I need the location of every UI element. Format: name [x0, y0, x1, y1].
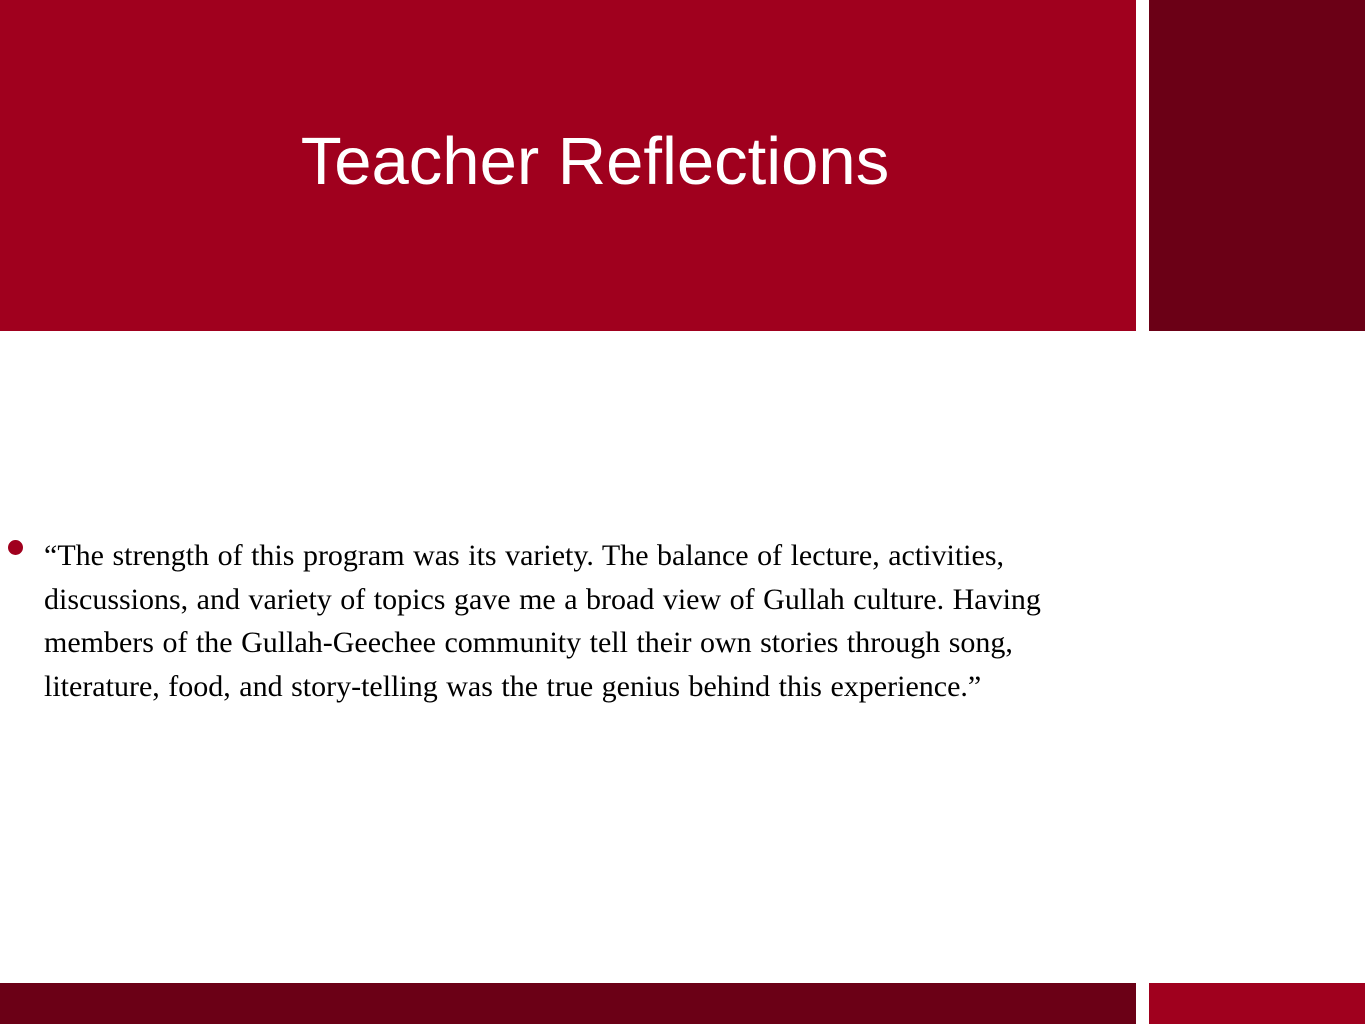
slide-title: Teacher Reflections: [300, 124, 890, 199]
quote-text: “The strength of this program was its variety. The balance of lecture, activities, discussions, and variety of topics gave me a broad view of Gullah culture. Having members of the Gullah-Geechee community tell their own stories through song, literature, food, and story-telling was the true genius behind this experience.”: [44, 539, 1041, 703]
bullet-dot-icon: [8, 540, 23, 555]
footer-band: [0, 983, 1136, 1024]
bullet-item: [0, 534, 1140, 708]
footer-side-block: [1149, 983, 1365, 1024]
slide-body: [0, 534, 1140, 708]
